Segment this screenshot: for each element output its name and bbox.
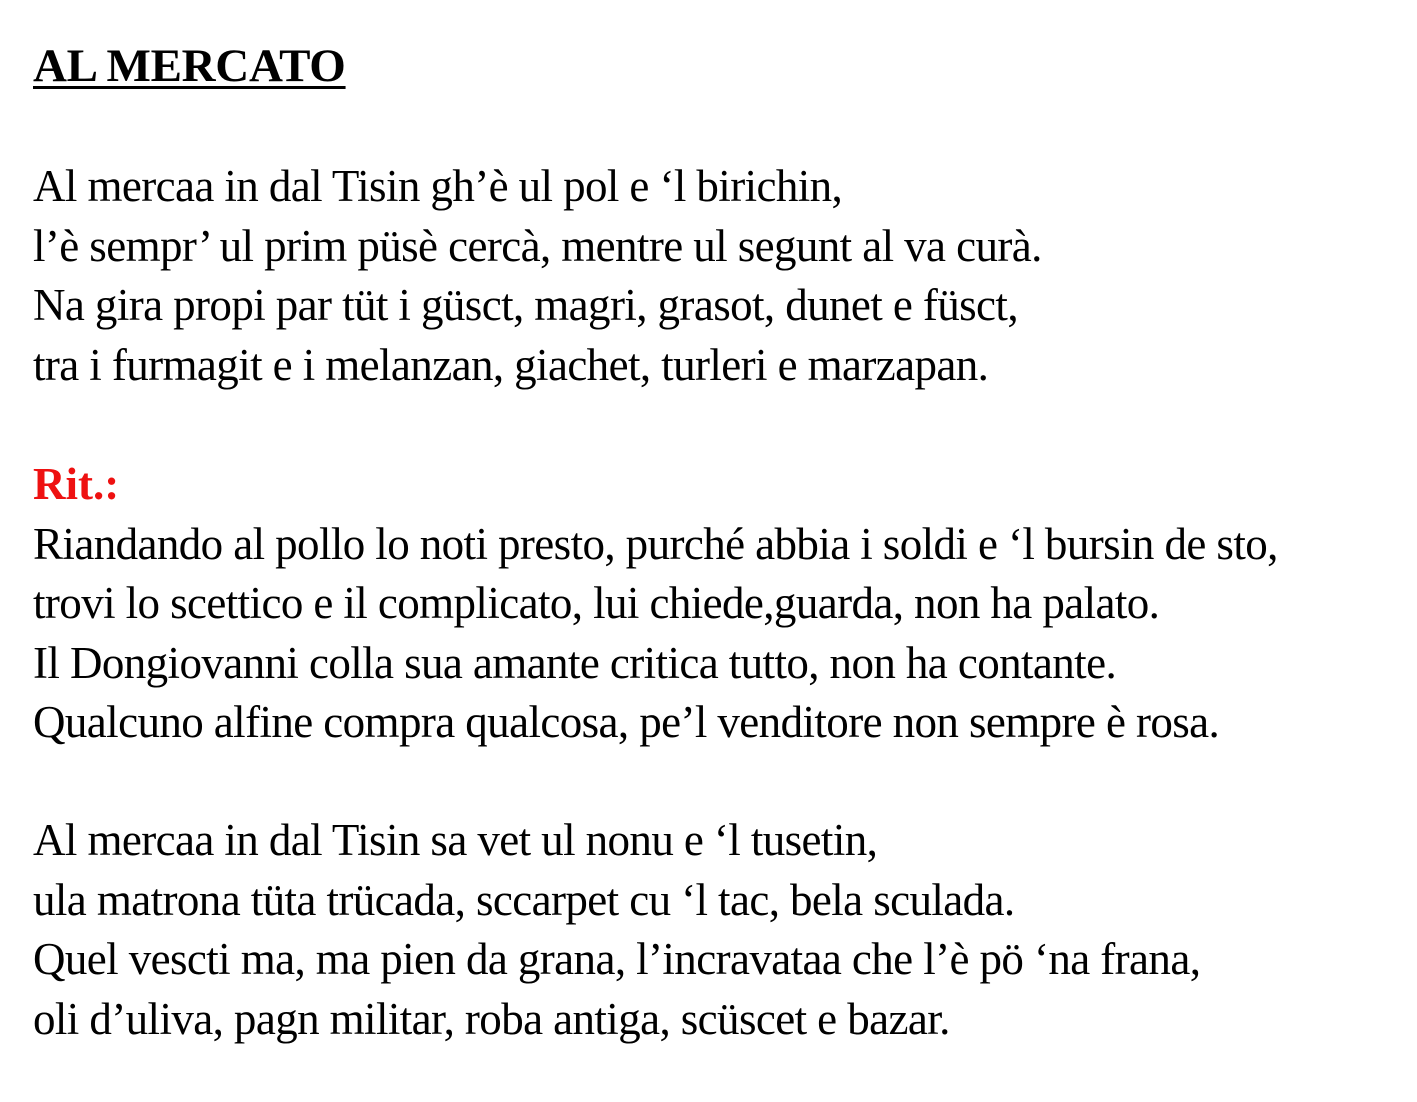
verse-line: l’è sempr’ ul prim püsè cercà, mentre ul segunt al va curà.: [33, 220, 1042, 271]
verse-line: tra i furmagit e i melanzan, giachet, turleri e marzapan.: [33, 339, 989, 390]
refrain-line: Il Dongiovanni colla sua amante critica tutto, non ha contante.: [33, 637, 1117, 688]
refrain: [33, 455, 1278, 753]
refrain-line: Qualcuno alfine compra qualcosa, pe’l venditore non sempre è rosa.: [33, 697, 1220, 747]
refrain-label: Rit.:: [33, 459, 120, 509]
page-title: AL MERCATO: [33, 40, 346, 92]
verse-line: Al mercaa in dal Tisin gh’è ul pol e ‘l birichin,: [33, 161, 843, 211]
stanza-3: [33, 811, 1200, 1049]
verse-line: oli d’uliva, pagn militar, roba antiga, scüscet e bazar.: [33, 993, 950, 1044]
verse-line: ula matrona tüta trücada, sccarpet cu ‘l tac, bela sculada.: [33, 874, 1015, 925]
verse-line: Na gira propi par tüt i güsct, magri, grasot, dunet e füsct,: [33, 280, 1018, 330]
refrain-line: Riandando al pollo lo noti presto, purché abbia i soldi e ‘l bursin de sto,: [33, 518, 1278, 569]
stanza-1: [33, 157, 1042, 395]
refrain-line: trovi lo scettico e il complicato, lui chiede,guarda, non ha palato.: [33, 578, 1160, 628]
verse-line: Quel vescti ma, ma pien da grana, l’incravataa che l’è pö ‘na frana,: [33, 934, 1201, 984]
verse-line: Al mercaa in dal Tisin sa vet ul nonu e ‘l tusetin,: [33, 815, 878, 865]
